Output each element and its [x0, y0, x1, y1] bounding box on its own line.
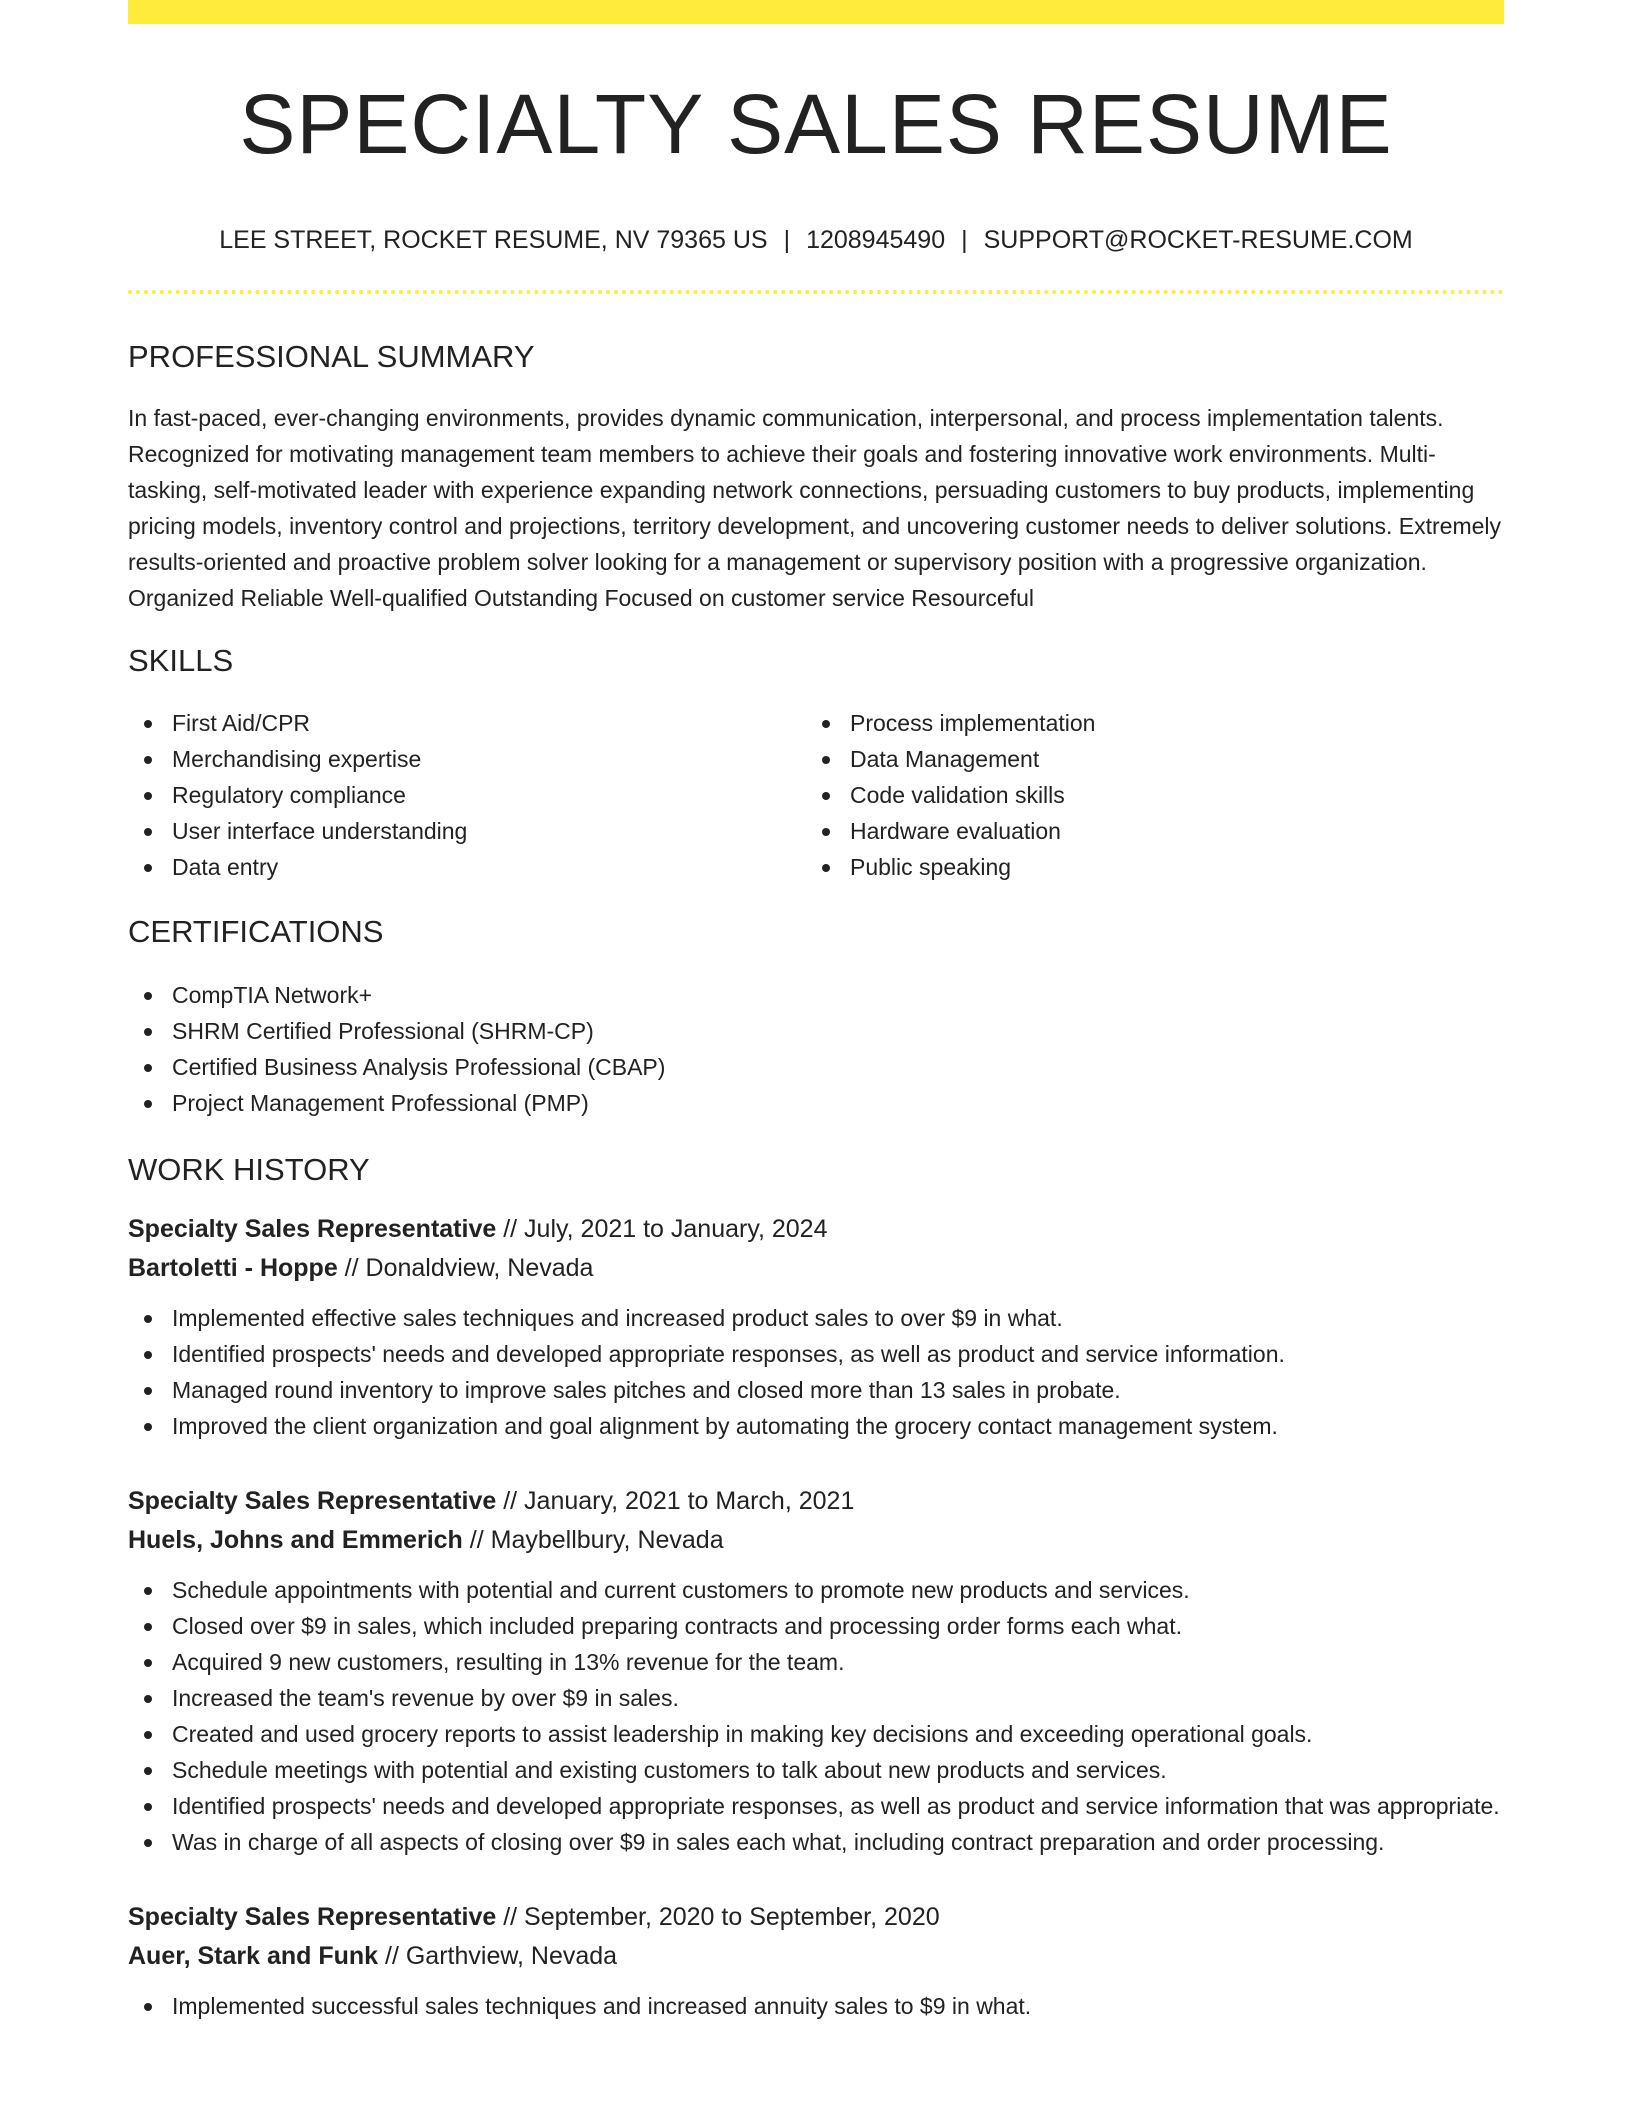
certification-item: CompTIA Network+ [128, 977, 1504, 1013]
job-entry [128, 1898, 1504, 2024]
skills-columns [128, 705, 1504, 885]
job-title-line [128, 1482, 1504, 1521]
certification-item: Project Management Professional (PMP) [128, 1085, 1504, 1121]
skill-item: Public speaking [806, 849, 1484, 885]
contact-line [128, 228, 1504, 253]
job-title-line [128, 1898, 1504, 1937]
job-bullet: Improved the client organization and goal alignment by automating the grocery contact management system. [128, 1408, 1504, 1444]
job-company-line [128, 1937, 1504, 1976]
work-history-heading: WORK HISTORY [128, 1151, 370, 1187]
job-role: Specialty Sales Representative [128, 1902, 497, 1931]
job-divider: // [496, 1902, 525, 1931]
certification-item: SHRM Certified Professional (SHRM-CP) [128, 1013, 1504, 1049]
job-bullet: Acquired 9 new customers, resulting in 13% revenue for the team. [128, 1644, 1504, 1680]
job-divider: // [337, 1253, 366, 1282]
job-divider: // [496, 1214, 525, 1243]
job-bullet-list [128, 1988, 1504, 2024]
resume-page [128, 0, 1504, 2024]
job-bullet: Identified prospects' needs and developed appropriate responses, as well as product and service information that was appropriate. [128, 1788, 1504, 1824]
skills-list-left [128, 705, 806, 885]
job-bullet: Implemented effective sales techniques and increased product sales to over $9 in what. [128, 1300, 1504, 1336]
skill-item: Data Management [806, 741, 1484, 777]
job-company-line [128, 1249, 1504, 1288]
job-location: Donaldview, Nevada [365, 1253, 594, 1282]
skill-item: Merchandising expertise [128, 741, 806, 777]
job-dates: January, 2021 to March, 2021 [524, 1486, 855, 1515]
job-entry [128, 1482, 1504, 1860]
resume-title: SPECIALTY SALES RESUME [239, 77, 1393, 171]
job-divider: // [462, 1525, 491, 1554]
job-bullet: Increased the team's revenue by over $9 in sales. [128, 1680, 1504, 1716]
contact-phone: 1208945490 [806, 226, 946, 254]
job-location: Maybellbury, Nevada [490, 1525, 724, 1554]
skill-item: Hardware evaluation [806, 813, 1484, 849]
job-company: Bartoletti - Hoppe [128, 1253, 338, 1282]
job-bullet: Schedule appointments with potential and current customers to promote new products and services. [128, 1572, 1504, 1608]
job-company: Auer, Stark and Funk [128, 1941, 379, 1970]
job-company: Huels, Johns and Emmerich [128, 1525, 463, 1554]
skill-item: Data entry [128, 849, 806, 885]
contact-email: SUPPORT@ROCKET-RESUME.COM [983, 226, 1413, 254]
job-dates: July, 2021 to January, 2024 [524, 1214, 828, 1243]
job-bullet-list [128, 1300, 1504, 1444]
skills-list-right [806, 705, 1484, 885]
contact-separator: | [961, 226, 968, 254]
job-bullet: Created and used grocery reports to assist leadership in making key decisions and exceeding operational goals. [128, 1716, 1504, 1752]
certifications-list [128, 977, 1504, 1121]
job-bullet: Identified prospects' needs and developed appropriate responses, as well as product and service information. [128, 1336, 1504, 1372]
job-divider: // [496, 1486, 525, 1515]
skill-item: User interface understanding [128, 813, 806, 849]
skill-item: Regulatory compliance [128, 777, 806, 813]
skills-heading: SKILLS [128, 643, 234, 679]
job-company-line [128, 1521, 1504, 1560]
skill-item: Process implementation [806, 705, 1484, 741]
job-bullet-list [128, 1572, 1504, 1860]
skill-item: Code validation skills [806, 777, 1484, 813]
job-bullet: Closed over $9 in sales, which included preparing contracts and processing order forms each what. [128, 1608, 1504, 1644]
job-title-line [128, 1210, 1504, 1249]
job-dates: September, 2020 to September, 2020 [524, 1902, 940, 1931]
job-bullet: Schedule meetings with potential and existing customers to talk about new products and services. [128, 1752, 1504, 1788]
job-divider: // [378, 1941, 406, 1970]
certifications-heading: CERTIFICATIONS [128, 914, 384, 950]
job-role: Specialty Sales Representative [128, 1486, 497, 1515]
job-bullet: Was in charge of all aspects of closing over $9 in sales each what, including contract preparation and order processing. [128, 1824, 1504, 1860]
contact-address: LEE STREET, ROCKET RESUME, NV 79365 US [219, 226, 768, 254]
summary-text: In fast-paced, ever-changing environments, provides dynamic communication, interpersonal, and process implementation talents. Recognized for motivating management team members to achieve their goals and fostering innovative work environments. Multi-tasking, self-motivated leader with experience expanding network connections, persuading customers to buy products, implementing pricing models, inventory control and projections, territory development, and uncovering customer needs to deliver solutions. Extremely results-oriented and proactive problem solver looking for a management or supervisory position with a progressive organization. Organized Reliable Well-qualified Outstanding Focused on customer service Resourceful [128, 405, 1502, 612]
certification-item: Certified Business Analysis Professional (CBAP) [128, 1049, 1504, 1085]
summary-heading: PROFESSIONAL SUMMARY [128, 339, 535, 374]
job-bullet: Implemented successful sales techniques and increased annuity sales to $9 in what. [128, 1988, 1504, 2024]
contact-separator: | [783, 226, 791, 254]
job-bullet: Managed round inventory to improve sales pitches and closed more than 13 sales in probate. [128, 1372, 1504, 1408]
header-divider [128, 290, 1504, 294]
job-location: Garthview, Nevada [405, 1941, 618, 1970]
top-accent-bar [128, 0, 1504, 24]
job-entry [128, 1210, 1504, 1444]
job-role: Specialty Sales Representative [128, 1214, 497, 1243]
skill-item: First Aid/CPR [128, 705, 806, 741]
